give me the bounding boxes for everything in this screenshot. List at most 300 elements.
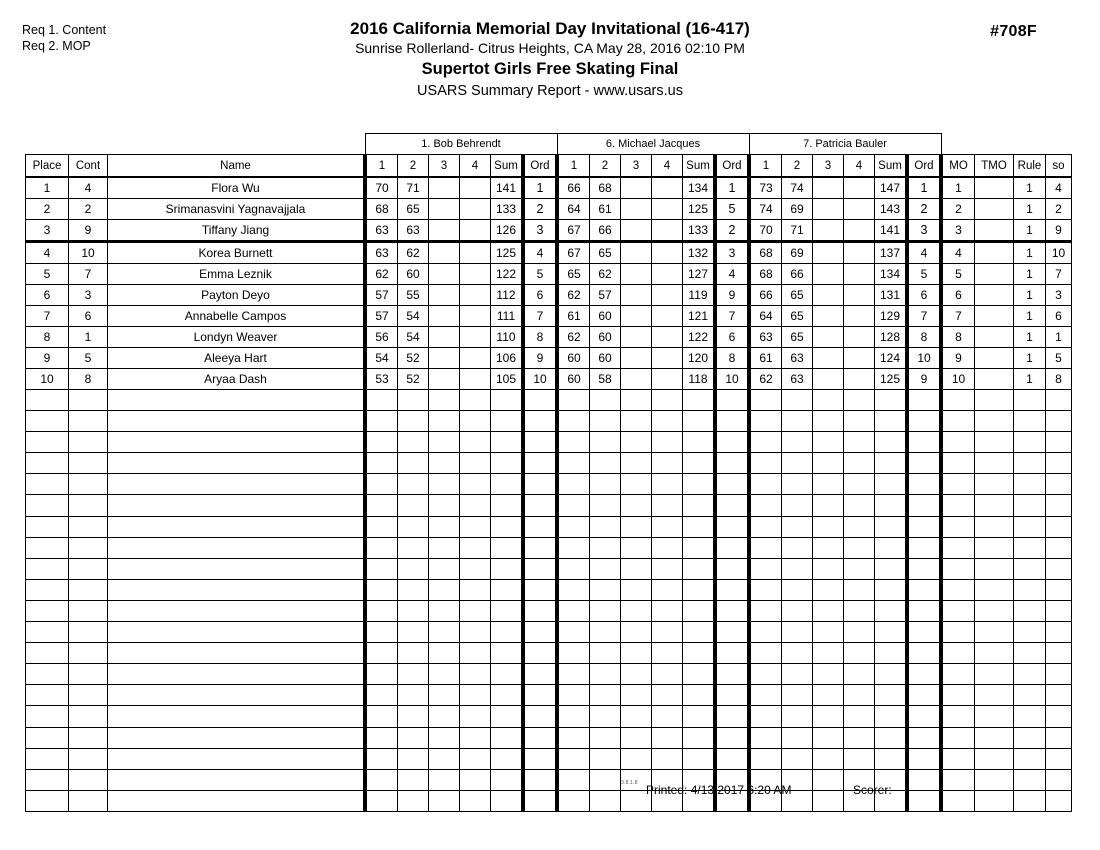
table-row [26, 220, 1072, 242]
cell-rule [1014, 411, 1046, 432]
cell-tmo [975, 285, 1014, 306]
cell-mo [941, 748, 975, 769]
cell-j2-score-3 [621, 748, 652, 769]
cell-j1-score-3 [429, 600, 460, 621]
cell-j2-sum [683, 727, 716, 748]
cell-j2-sum [683, 706, 716, 727]
cell-j3-ord: 6 [907, 285, 941, 306]
cell-mo: 1 [941, 177, 975, 199]
cell-rule [1014, 790, 1046, 811]
cell-j3-score-2 [782, 664, 813, 685]
cell-j2-score-3 [621, 600, 652, 621]
cell-name [108, 537, 366, 558]
cell-j1-score-2 [398, 790, 429, 811]
cell-j2-score-3 [621, 432, 652, 453]
cell-j1-ord [523, 432, 557, 453]
cell-j1-score-4 [460, 622, 491, 643]
cell-tmo [975, 327, 1014, 348]
cell-j2-score-3 [621, 537, 652, 558]
cell-j2-score-4 [652, 348, 683, 369]
cell-j1-score-3 [429, 390, 460, 411]
cell-place [26, 622, 69, 643]
cell-so: 4 [1046, 177, 1072, 199]
cell-j3-score-1 [749, 727, 782, 748]
cell-rule [1014, 432, 1046, 453]
cell-place [26, 706, 69, 727]
cell-tmo [975, 600, 1014, 621]
cell-j2-score-4 [652, 369, 683, 390]
table-row-empty [26, 495, 1072, 516]
cell-j2-score-4 [652, 558, 683, 579]
cell-name [108, 432, 366, 453]
cell-j3-ord [907, 390, 941, 411]
cell-j1-score-4 [460, 516, 491, 537]
cell-place: 3 [26, 220, 69, 242]
cell-j2-ord: 10 [715, 369, 749, 390]
cell-j2-score-2: 61 [590, 199, 621, 220]
cell-j2-score-2 [590, 516, 621, 537]
cell-j1-sum: 133 [491, 199, 524, 220]
cell-j3-score-3 [813, 748, 844, 769]
cell-j2-score-2: 66 [590, 220, 621, 242]
cell-j2-score-3 [621, 220, 652, 242]
cell-j2-score-4 [652, 643, 683, 664]
cell-name: Tiffany Jiang [108, 220, 366, 242]
software-version: 3.8.1.8 [621, 780, 638, 786]
cell-mo [941, 664, 975, 685]
cell-j2-score-3 [621, 579, 652, 600]
cell-so [1046, 748, 1072, 769]
table-row-empty [26, 600, 1072, 621]
cell-place [26, 558, 69, 579]
cell-mo [941, 390, 975, 411]
column-header-j2-ord: Ord [715, 155, 749, 178]
cell-j2-score-2 [590, 600, 621, 621]
cell-tmo [975, 453, 1014, 474]
cell-j2-score-2 [590, 769, 621, 790]
cell-j2-score-2 [590, 643, 621, 664]
cell-j2-score-1: 67 [557, 220, 590, 242]
cell-j3-score-2 [782, 579, 813, 600]
table-row-empty [26, 579, 1072, 600]
cell-j2-score-2: 58 [590, 369, 621, 390]
cell-j1-score-4 [460, 558, 491, 579]
cell-j3-sum: 131 [875, 285, 908, 306]
cell-j1-score-4 [460, 685, 491, 706]
cell-j3-score-4 [844, 622, 875, 643]
cell-j3-score-3 [813, 220, 844, 242]
cell-name [108, 495, 366, 516]
cell-mo [941, 453, 975, 474]
cell-cont [69, 622, 108, 643]
cell-j1-ord [523, 790, 557, 811]
cell-so [1046, 706, 1072, 727]
cell-j1-score-3 [429, 220, 460, 242]
cell-j3-score-4 [844, 411, 875, 432]
cell-j1-score-4 [460, 220, 491, 242]
cell-name [108, 453, 366, 474]
table-row [26, 327, 1072, 348]
cell-j3-sum [875, 411, 908, 432]
cell-j3-ord [907, 600, 941, 621]
cell-j2-score-4 [652, 516, 683, 537]
cell-j2-score-2 [590, 474, 621, 495]
cell-so [1046, 411, 1072, 432]
cell-j1-score-3 [429, 579, 460, 600]
cell-j2-score-2 [590, 664, 621, 685]
cell-j1-score-3 [429, 643, 460, 664]
cell-j1-score-2: 62 [398, 242, 429, 264]
cell-cont: 1 [69, 327, 108, 348]
cell-j2-sum [683, 390, 716, 411]
cell-j2-ord [715, 706, 749, 727]
cell-so: 7 [1046, 264, 1072, 285]
cell-tmo [975, 727, 1014, 748]
cell-j3-score-1 [749, 600, 782, 621]
cell-j1-score-1 [365, 622, 398, 643]
cell-j3-sum: 143 [875, 199, 908, 220]
cell-j3-score-3 [813, 600, 844, 621]
cell-j3-ord [907, 706, 941, 727]
cell-mo [941, 495, 975, 516]
cell-j3-ord [907, 769, 941, 790]
cell-j2-sum [683, 748, 716, 769]
cell-j2-score-4 [652, 432, 683, 453]
cell-name: Londyn Weaver [108, 327, 366, 348]
cell-rule [1014, 727, 1046, 748]
table-row [26, 369, 1072, 390]
cell-j2-sum: 133 [683, 220, 716, 242]
cell-j1-score-4 [460, 748, 491, 769]
cell-j3-score-1 [749, 516, 782, 537]
cell-j3-ord [907, 748, 941, 769]
cell-j3-score-2 [782, 622, 813, 643]
cell-j2-ord [715, 643, 749, 664]
cell-j1-sum [491, 390, 524, 411]
cell-j1-ord [523, 390, 557, 411]
cell-cont [69, 558, 108, 579]
cell-j3-score-1: 66 [749, 285, 782, 306]
table-row-empty [26, 411, 1072, 432]
judge-banner-spacer [941, 134, 975, 155]
cell-j3-ord: 7 [907, 306, 941, 327]
cell-j2-score-1 [557, 748, 590, 769]
cell-mo [941, 600, 975, 621]
cell-j1-score-2 [398, 432, 429, 453]
cell-cont: 4 [69, 177, 108, 199]
cell-j2-score-1 [557, 664, 590, 685]
cell-name [108, 600, 366, 621]
cell-j1-score-3 [429, 199, 460, 220]
cell-j1-ord: 2 [523, 199, 557, 220]
cell-j2-ord: 7 [715, 306, 749, 327]
cell-rule [1014, 537, 1046, 558]
cell-j2-sum [683, 495, 716, 516]
cell-j3-score-3 [813, 177, 844, 199]
cell-j2-score-3 [621, 348, 652, 369]
cell-j3-score-1 [749, 643, 782, 664]
cell-j1-score-4 [460, 242, 491, 264]
cell-j2-ord: 8 [715, 348, 749, 369]
cell-rule [1014, 453, 1046, 474]
table-row-empty [26, 727, 1072, 748]
cell-j1-score-2 [398, 537, 429, 558]
cell-j3-score-2 [782, 474, 813, 495]
document-code: #708F [990, 23, 1037, 40]
cell-j3-score-3 [813, 453, 844, 474]
competition-title: 2016 California Memorial Day Invitational (16-417) [350, 19, 750, 38]
cell-j1-score-1 [365, 769, 398, 790]
cell-j1-score-2 [398, 664, 429, 685]
cell-so [1046, 495, 1072, 516]
cell-mo: 3 [941, 220, 975, 242]
cell-j1-score-1: 63 [365, 242, 398, 264]
cell-j3-ord [907, 579, 941, 600]
cell-j2-score-1 [557, 516, 590, 537]
cell-j3-sum: 129 [875, 306, 908, 327]
column-header-j2-sum: Sum [683, 155, 716, 178]
cell-j1-sum [491, 537, 524, 558]
cell-j2-score-3 [621, 664, 652, 685]
cell-rule [1014, 769, 1046, 790]
cell-j2-score-3 [621, 306, 652, 327]
cell-j3-ord [907, 685, 941, 706]
cell-j3-score-2: 65 [782, 285, 813, 306]
cell-j2-score-4 [652, 727, 683, 748]
cell-so [1046, 600, 1072, 621]
cell-mo [941, 706, 975, 727]
cell-rule: 1 [1014, 327, 1046, 348]
cell-j1-score-4 [460, 369, 491, 390]
cell-j1-score-4 [460, 664, 491, 685]
cell-j2-score-1 [557, 390, 590, 411]
cell-j3-score-1 [749, 453, 782, 474]
cell-j3-sum: 137 [875, 242, 908, 264]
cell-j1-sum: 125 [491, 242, 524, 264]
cell-cont [69, 727, 108, 748]
cell-j3-score-3 [813, 643, 844, 664]
cell-j3-ord: 1 [907, 177, 941, 199]
cell-so: 1 [1046, 327, 1072, 348]
cell-j1-ord [523, 474, 557, 495]
cell-tmo [975, 220, 1014, 242]
cell-j2-score-2 [590, 622, 621, 643]
cell-j1-ord [523, 537, 557, 558]
cell-j3-score-4 [844, 748, 875, 769]
cell-j2-ord [715, 516, 749, 537]
cell-j1-ord: 6 [523, 285, 557, 306]
cell-j1-ord [523, 685, 557, 706]
cell-j1-score-3 [429, 664, 460, 685]
cell-place [26, 453, 69, 474]
cell-j1-ord: 4 [523, 242, 557, 264]
cell-j2-ord [715, 390, 749, 411]
results-table [25, 133, 1072, 812]
cell-j2-score-1 [557, 453, 590, 474]
cell-j2-ord [715, 685, 749, 706]
cell-j2-score-3 [621, 369, 652, 390]
cell-j1-score-2 [398, 748, 429, 769]
cell-j3-ord [907, 432, 941, 453]
cell-j2-score-1 [557, 769, 590, 790]
cell-mo [941, 727, 975, 748]
cell-j3-score-2: 65 [782, 327, 813, 348]
cell-j3-score-3 [813, 411, 844, 432]
cell-j3-score-2: 69 [782, 242, 813, 264]
cell-j2-score-3 [621, 727, 652, 748]
cell-so: 9 [1046, 220, 1072, 242]
cell-name [108, 664, 366, 685]
cell-j1-score-3 [429, 474, 460, 495]
cell-j2-ord: 9 [715, 285, 749, 306]
table-row [26, 306, 1072, 327]
cell-tmo [975, 199, 1014, 220]
cell-cont [69, 474, 108, 495]
column-header-name: Name [108, 155, 366, 178]
cell-name: Aleeya Hart [108, 348, 366, 369]
cell-j3-score-1: 73 [749, 177, 782, 199]
cell-j3-score-2 [782, 537, 813, 558]
cell-j1-sum: 122 [491, 264, 524, 285]
cell-j3-score-1 [749, 411, 782, 432]
cell-j1-score-4 [460, 306, 491, 327]
cell-j1-score-1: 57 [365, 285, 398, 306]
cell-so [1046, 622, 1072, 643]
cell-j1-score-1: 68 [365, 199, 398, 220]
cell-rule: 1 [1014, 369, 1046, 390]
cell-j1-ord [523, 727, 557, 748]
cell-tmo [975, 664, 1014, 685]
cell-j2-sum: 118 [683, 369, 716, 390]
cell-j3-score-4 [844, 432, 875, 453]
cell-j2-sum [683, 600, 716, 621]
cell-j2-sum [683, 579, 716, 600]
cell-place [26, 664, 69, 685]
cell-j1-score-3 [429, 242, 460, 264]
cell-j2-ord [715, 474, 749, 495]
cell-j1-sum [491, 769, 524, 790]
cell-j1-score-1 [365, 790, 398, 811]
table-row-empty [26, 537, 1072, 558]
cell-name [108, 790, 366, 811]
cell-j1-ord [523, 453, 557, 474]
cell-j3-sum [875, 643, 908, 664]
cell-j3-score-2 [782, 600, 813, 621]
cell-j3-sum [875, 495, 908, 516]
cell-j1-score-2 [398, 411, 429, 432]
cell-j2-score-2: 60 [590, 306, 621, 327]
cell-j3-score-1 [749, 748, 782, 769]
cell-j1-score-1 [365, 453, 398, 474]
table-row [26, 348, 1072, 369]
cell-j1-score-1 [365, 390, 398, 411]
cell-j2-score-1 [557, 600, 590, 621]
cell-j3-score-1 [749, 495, 782, 516]
cell-name: Annabelle Campos [108, 306, 366, 327]
cell-j2-score-4 [652, 285, 683, 306]
cell-place [26, 474, 69, 495]
cell-mo: 4 [941, 242, 975, 264]
cell-j3-ord [907, 727, 941, 748]
cell-name [108, 727, 366, 748]
cell-j1-score-1 [365, 495, 398, 516]
cell-mo [941, 685, 975, 706]
cell-cont [69, 600, 108, 621]
cell-j2-score-3 [621, 327, 652, 348]
cell-j2-score-3 [621, 199, 652, 220]
cell-rule [1014, 664, 1046, 685]
cell-j1-score-2 [398, 769, 429, 790]
column-header-j1-score-2: 2 [398, 155, 429, 178]
cell-j3-score-4 [844, 177, 875, 199]
cell-j1-score-1 [365, 600, 398, 621]
cell-j1-score-1: 54 [365, 348, 398, 369]
cell-j3-sum: 124 [875, 348, 908, 369]
printed-timestamp: Printed: 4/13/2017 6:20 AM [646, 783, 792, 797]
cell-j2-score-2 [590, 727, 621, 748]
cell-j3-sum [875, 706, 908, 727]
cell-j3-score-1: 70 [749, 220, 782, 242]
cell-j2-score-2 [590, 390, 621, 411]
cell-j3-score-3 [813, 348, 844, 369]
cell-so [1046, 769, 1072, 790]
cell-j3-score-1: 68 [749, 264, 782, 285]
table-row-empty [26, 769, 1072, 790]
cell-cont: 10 [69, 242, 108, 264]
cell-j2-sum: 122 [683, 327, 716, 348]
cell-so [1046, 727, 1072, 748]
cell-j1-score-4 [460, 199, 491, 220]
cell-mo [941, 432, 975, 453]
cell-j1-score-1 [365, 432, 398, 453]
cell-j1-score-1 [365, 727, 398, 748]
column-header-j2-score-4: 4 [652, 155, 683, 178]
column-header-j1-ord: Ord [523, 155, 557, 178]
cell-j3-ord: 2 [907, 199, 941, 220]
cell-j2-ord [715, 537, 749, 558]
cell-tmo [975, 558, 1014, 579]
cell-place [26, 790, 69, 811]
cell-cont: 6 [69, 306, 108, 327]
cell-j2-score-4 [652, 390, 683, 411]
cell-j1-sum: 106 [491, 348, 524, 369]
cell-j3-score-2 [782, 706, 813, 727]
cell-j1-sum [491, 685, 524, 706]
cell-j2-score-1: 67 [557, 242, 590, 264]
cell-so: 8 [1046, 369, 1072, 390]
cell-j3-sum: 141 [875, 220, 908, 242]
cell-mo [941, 474, 975, 495]
cell-name: Emma Leznik [108, 264, 366, 285]
cell-j3-score-1 [749, 537, 782, 558]
cell-j1-score-1 [365, 748, 398, 769]
cell-j1-ord [523, 643, 557, 664]
cell-j1-score-4 [460, 495, 491, 516]
cell-mo: 9 [941, 348, 975, 369]
cell-j2-score-4 [652, 177, 683, 199]
cell-j1-score-2: 60 [398, 264, 429, 285]
cell-j1-score-2 [398, 495, 429, 516]
cell-cont [69, 453, 108, 474]
cell-rule [1014, 495, 1046, 516]
cell-j2-ord: 4 [715, 264, 749, 285]
cell-j1-sum [491, 664, 524, 685]
cell-j3-score-1 [749, 432, 782, 453]
cell-j3-sum [875, 432, 908, 453]
cell-cont [69, 432, 108, 453]
cell-j1-sum [491, 790, 524, 811]
cell-j2-score-2: 68 [590, 177, 621, 199]
